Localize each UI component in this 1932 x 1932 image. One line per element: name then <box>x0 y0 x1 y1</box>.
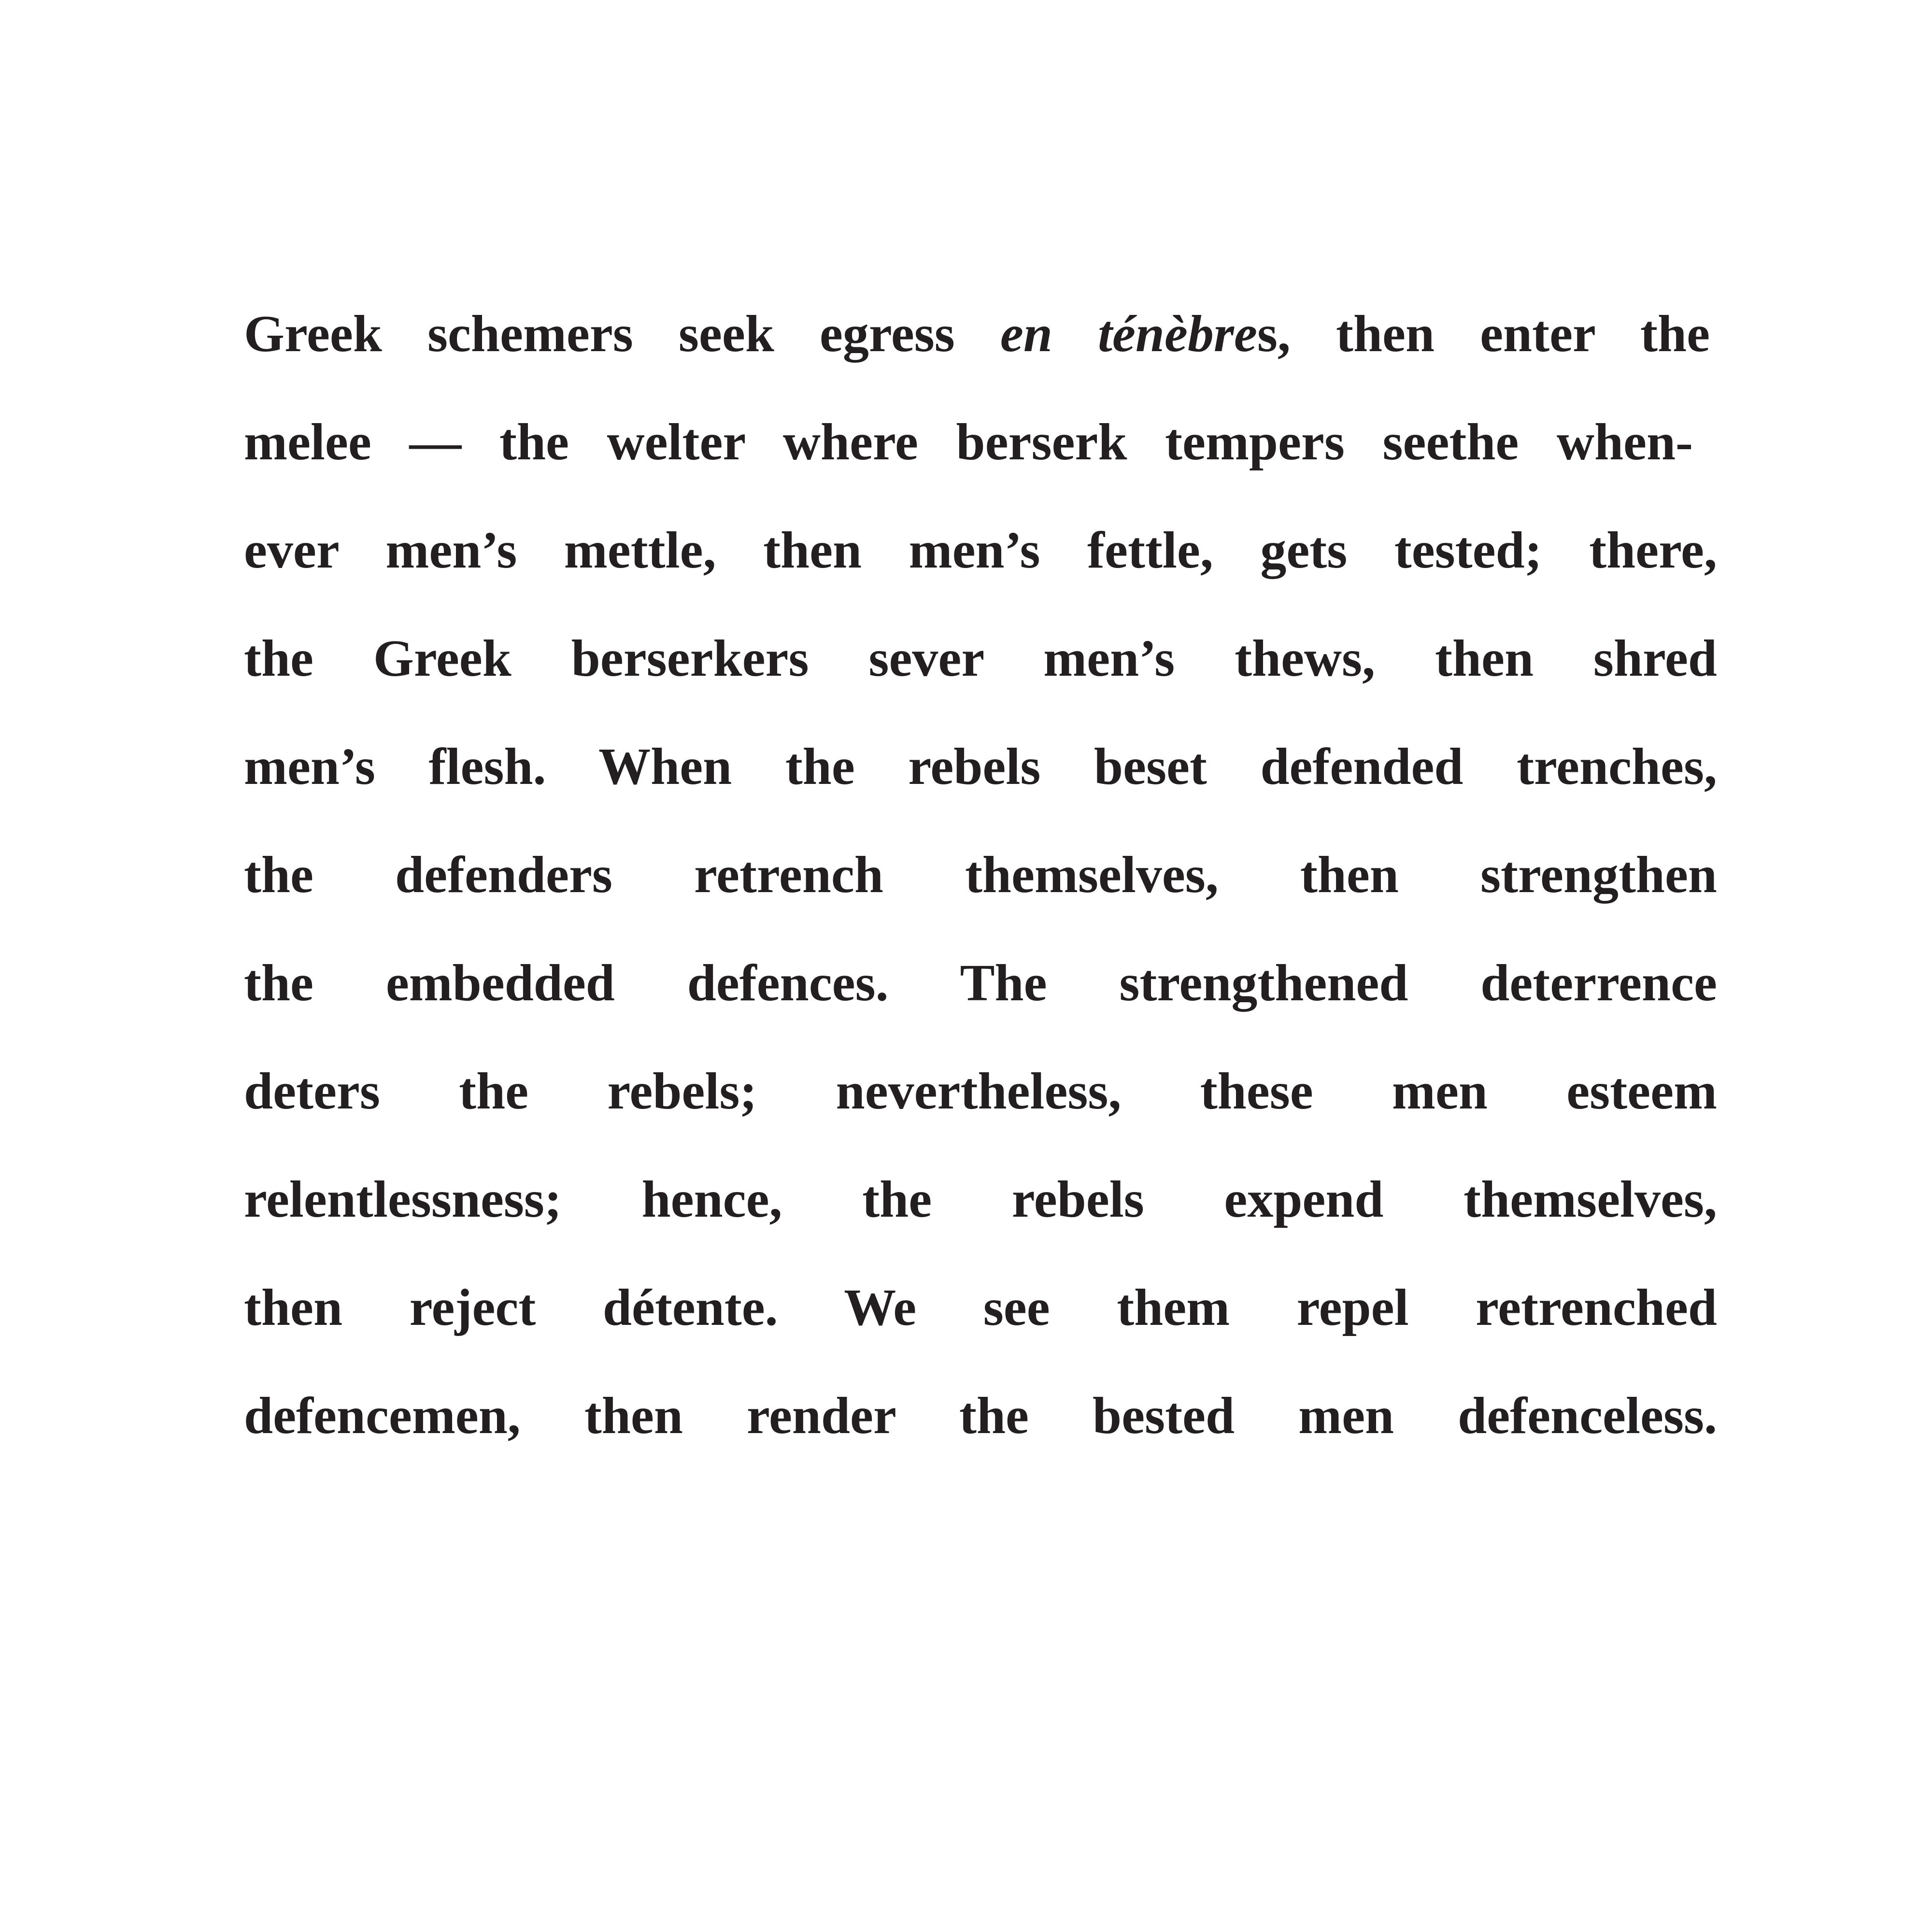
text-line-11: defencemen, then render the bested men defenceless. <box>244 1387 1717 1445</box>
text-line-7: the embedded defences. The strengthened deterrence <box>244 954 1717 1012</box>
italic-phrase: en ténèbre <box>1000 305 1257 363</box>
text-line-4: the Greek berserkers sever men’s thews, then shred <box>244 630 1717 687</box>
text-line-9: relentlessness; hence, the rebels expend themselves, <box>244 1171 1717 1228</box>
text-line-8: deters the rebels; nevertheless, these men esteem <box>244 1063 1717 1120</box>
line-1-end: s, then enter the <box>1257 305 1710 363</box>
text-line-1 <box>244 280 1710 388</box>
text-line-10: then reject détente. We see them repel retrenched <box>244 1279 1717 1336</box>
text-line-5: men’s flesh. When the rebels beset defended trenches, <box>244 738 1717 796</box>
text-line-6: the defenders retrench themselves, then strengthen <box>244 846 1717 904</box>
text-line-2: melee — the welter where berserk tempers seethe when- <box>244 413 1693 471</box>
body-paragraph <box>244 280 1717 1470</box>
text-line-3: ever men’s mettle, then men’s fettle, gets tested; there, <box>244 522 1717 579</box>
line-1-start: Greek schemers seek egress <box>244 305 955 363</box>
